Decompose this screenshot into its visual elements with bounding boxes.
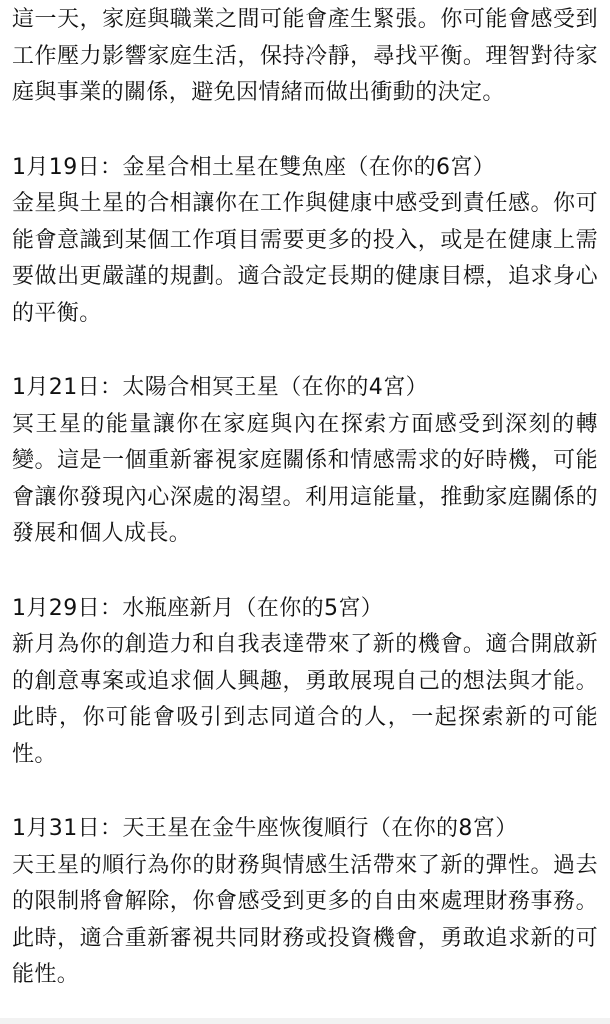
- transit-heading: 1月21日：太陽合相冥王星（在你的4宮）: [12, 375, 428, 400]
- transit-body: 新月為你的創造力和自我表達帶來了新的機會。適合開啟新的創意專案或追求個人興趣，勇敢展現自己的想法與才能。此時，你可能會吸引到志同道合的人，一起探索新的可能性。: [12, 632, 598, 767]
- transit-section-jan-21: [12, 370, 598, 553]
- bottom-divider: [0, 1018, 610, 1024]
- transit-heading: 1月19日：金星合相土星在雙魚座（在你的6宮）: [12, 154, 496, 180]
- transit-body: 金星與土星的合相讓你在工作與健康中感受到責任感。你可能會意識到某個工作項目需要更多的投入，或是在健康上需要做出更嚴謹的規劃。適合設定長期的健康目標，追求身心的平衡。: [12, 191, 598, 326]
- transit-section-jan-29: [12, 591, 598, 774]
- intro-paragraph: 這一天，家庭與職業之間可能會產生緊張。你可能會感受到工作壓力影響家庭生活，保持冷靜，尋找平衡。理智對待家庭與事業的關係，避免因情緒而做出衝動的決定。: [12, 7, 598, 105]
- transit-section-jan-31: [12, 811, 598, 994]
- transit-heading: 1月31日：天王星在金牛座恢復順行（在你的8宮）: [12, 816, 518, 841]
- transit-section-jan-19: [12, 150, 598, 333]
- transit-body: 天王星的順行為你的財務與情感生活帶來了新的彈性。過去的限制將會解除，你會感受到更多的自由來處理財務事務。此時，適合重新審視共同財務或投資機會，勇敢追求新的可能性。: [12, 852, 598, 987]
- transit-heading: 1月29日：水瓶座新月（在你的5宮）: [12, 595, 384, 621]
- transit-body: 冥王星的能量讓你在家庭與內在探索方面感受到深刻的轉變。這是一個重新審視家庭關係和情感需求的好時機，可能會讓你發現內心深處的渴望。利用這能量，推動家庭關係的發展和個人成長。: [12, 411, 598, 546]
